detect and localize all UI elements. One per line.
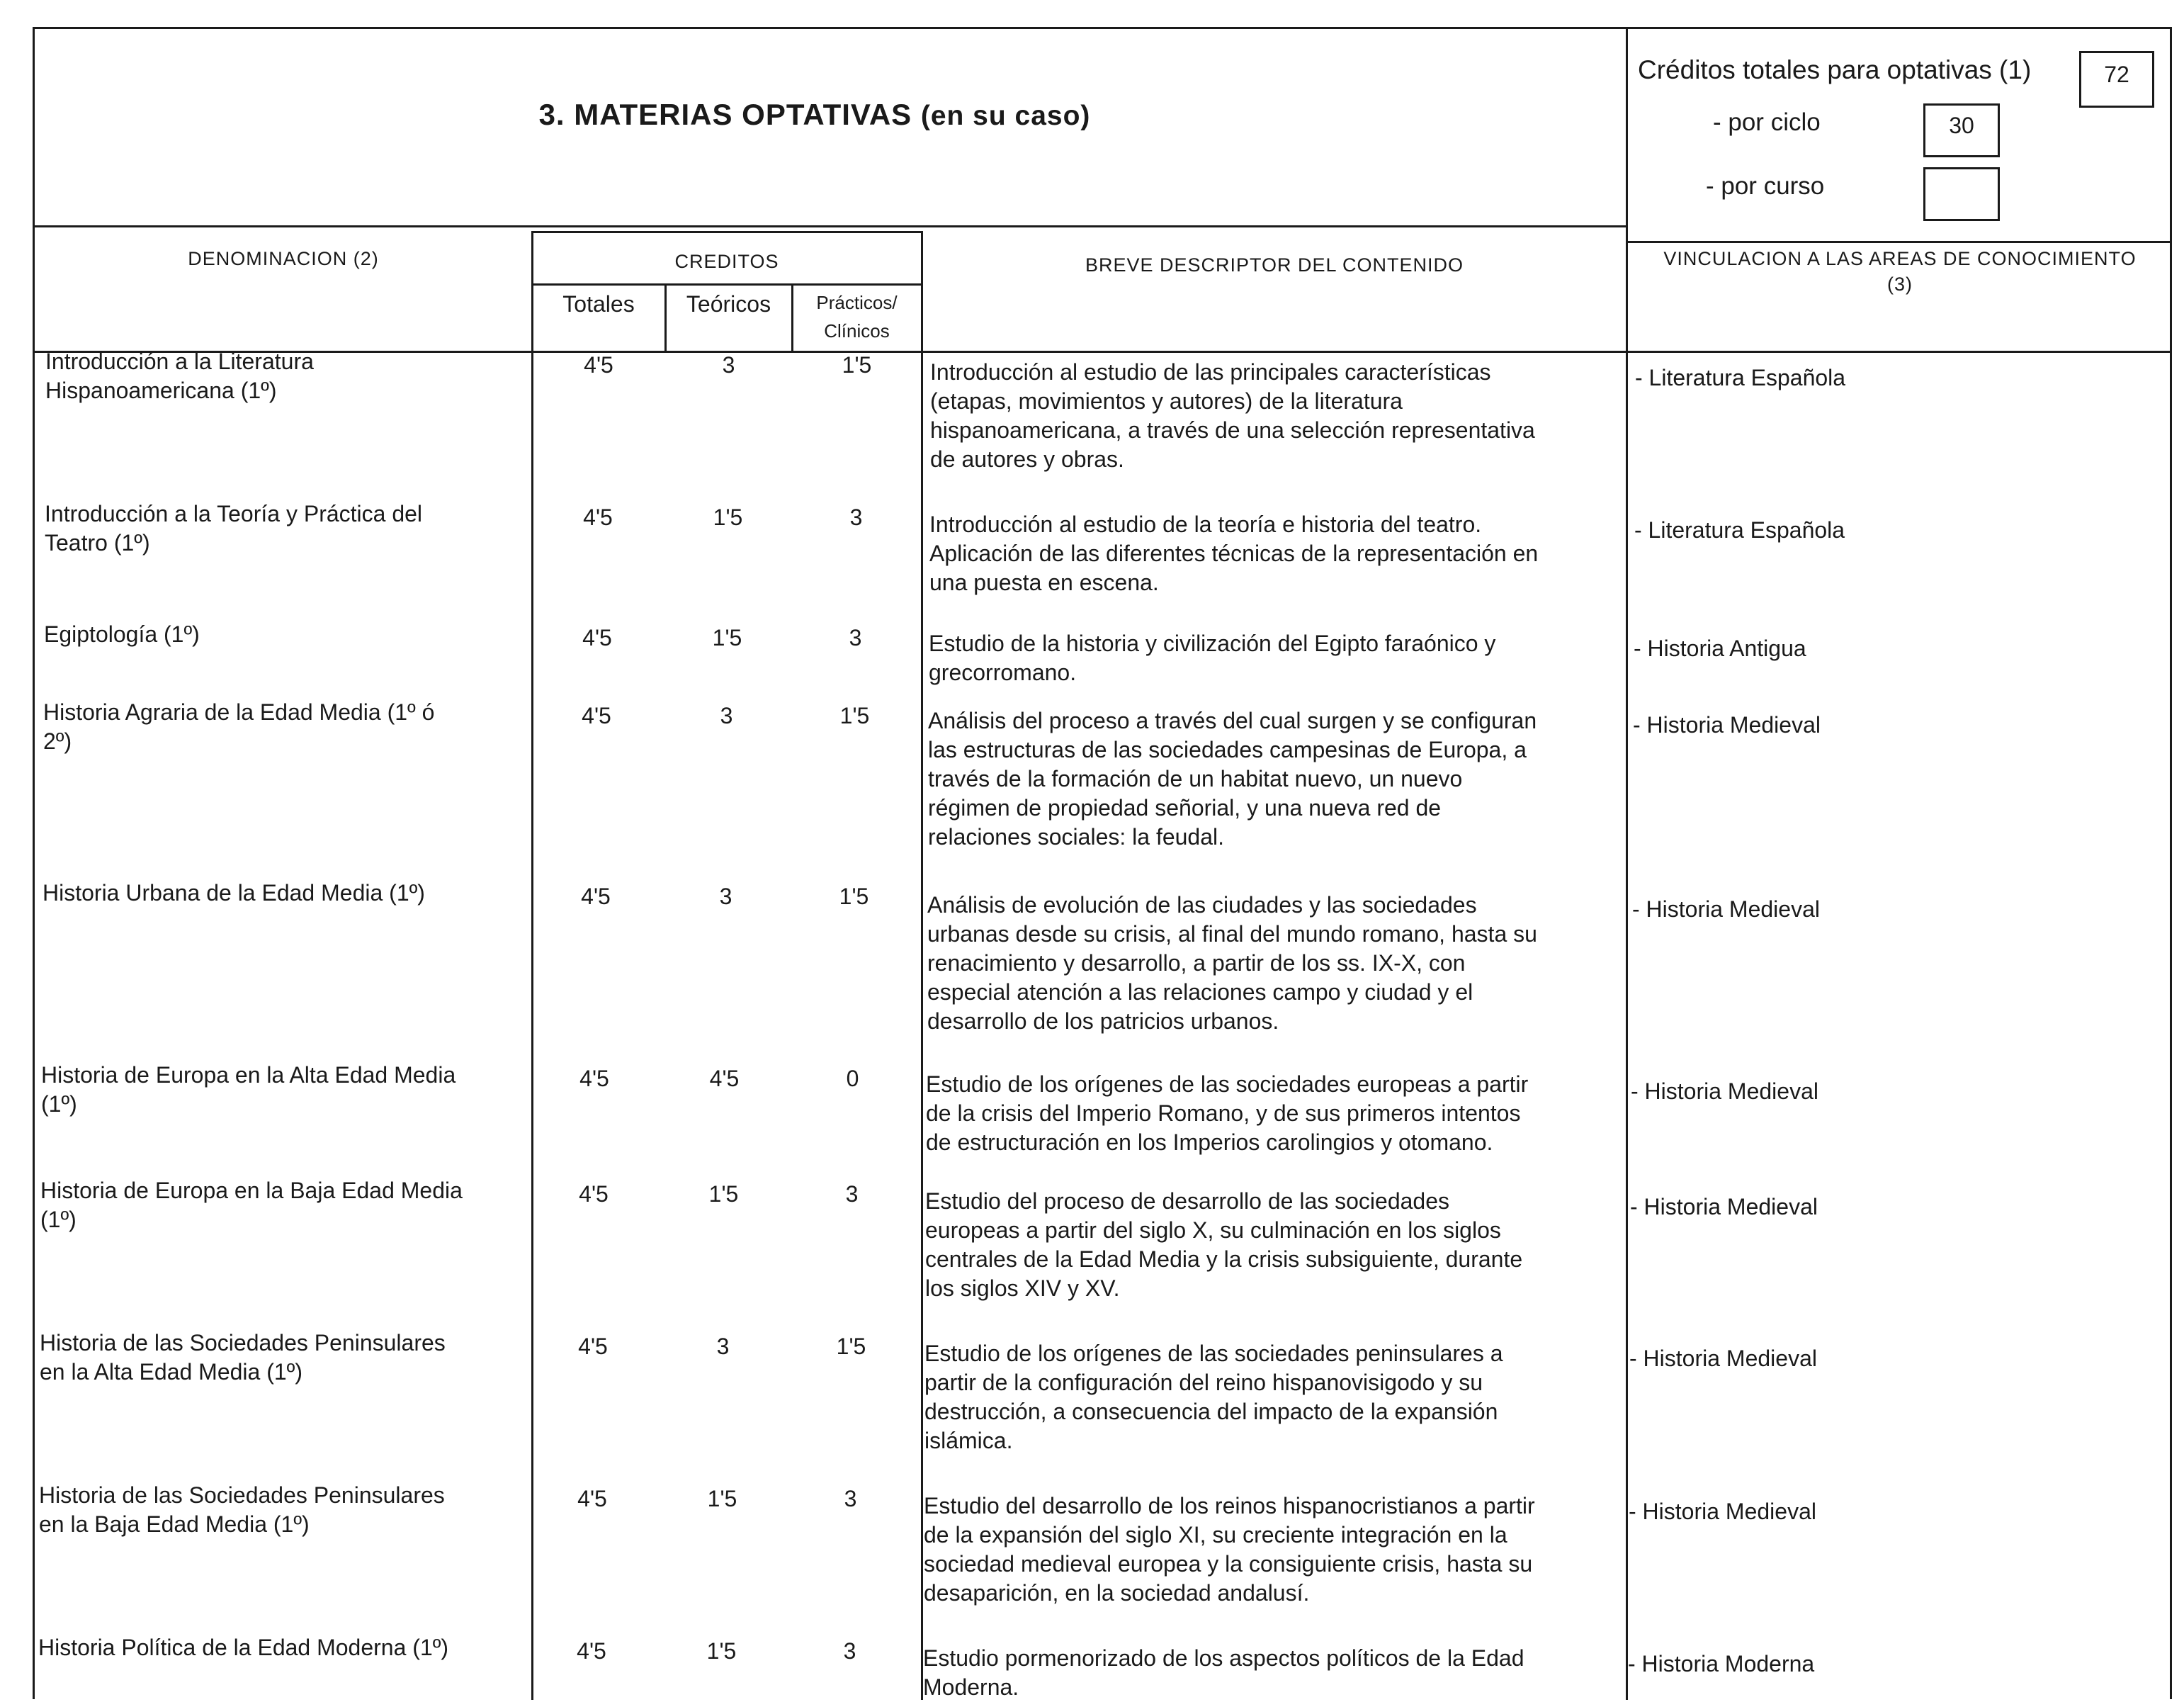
row-area-conocimiento: - Historia Medieval xyxy=(1630,1194,1818,1219)
section-title xyxy=(28,98,1601,132)
row-area-conocimiento: - Historia Medieval xyxy=(1629,1499,1816,1524)
row-descriptor xyxy=(930,358,1617,474)
row-denominacion xyxy=(43,698,532,756)
row-creditos-practicos: 3 xyxy=(845,1181,859,1207)
row-area-conocimiento: - Historia Medieval xyxy=(1633,712,1821,738)
row-denominacion-line: en la Alta Edad Media (1º) xyxy=(40,1359,303,1385)
por-ciclo-label: - por ciclo xyxy=(1713,108,1821,136)
header-bottom-line-right xyxy=(1626,241,2172,243)
row-creditos-teoricos: 3 xyxy=(722,352,735,378)
header-divider xyxy=(1626,27,1628,353)
row-denominacion-line: Teatro (1º) xyxy=(45,530,150,556)
row-denominacion-line: Historia Política de la Edad Moderna (1º) xyxy=(38,1635,449,1660)
row-denominacion-line: Historia de las Sociedades Peninsulares xyxy=(39,1482,445,1508)
row-creditos-practicos: 1'5 xyxy=(839,884,869,909)
row-area-conocimiento: - Historia Antigua xyxy=(1634,636,1806,661)
row-creditos-teoricos: 1'5 xyxy=(713,505,743,530)
row-descriptor-line: Moderna. xyxy=(923,1674,1019,1700)
row-descriptor-line: régimen de propiedad señorial, y una nueva red de xyxy=(928,795,1442,821)
row-denominacion xyxy=(38,1633,527,1662)
row-descriptor-line: desarrollo de los patricios urbanos. xyxy=(927,1008,1279,1034)
row-area-conocimiento: - Literatura Española xyxy=(1634,517,1845,543)
row-creditos-totales: 4'5 xyxy=(581,884,611,909)
row-creditos-totales: 4'5 xyxy=(577,1486,607,1511)
creditos-subheader-line xyxy=(531,283,923,286)
row-creditos-teoricos: 3 xyxy=(719,884,732,909)
row-descriptor-line: Estudio de los orígenes de las sociedades europeas a partir xyxy=(926,1071,1529,1097)
row-denominacion xyxy=(43,879,531,908)
row-descriptor-line: Estudio del desarrollo de los reinos hispanocristianos a partir xyxy=(924,1493,1535,1518)
row-creditos-totales: 4'5 xyxy=(577,1638,606,1664)
row-creditos-teoricos: 3 xyxy=(720,703,733,728)
row-creditos-practicos: 3 xyxy=(849,625,862,650)
row-area-conocimiento: - Historia Moderna xyxy=(1628,1651,1815,1676)
row-descriptor-line: destrucción, a consecuencia del impacto de la expansión xyxy=(924,1399,1498,1424)
header-clinicos: Clínicos xyxy=(824,320,890,342)
row-creditos-teoricos: 1'5 xyxy=(706,1638,737,1664)
row-descriptor-line: Análisis de evolución de las ciudades y las sociedades xyxy=(927,892,1477,918)
row-denominacion-line: Historia de Europa en la Alta Edad Media xyxy=(41,1062,456,1088)
den-cred-top-line xyxy=(531,231,923,233)
header-practicos: Prácticos/ xyxy=(816,292,898,313)
row-creditos-totales: 4'5 xyxy=(582,625,612,650)
header-bottom-line xyxy=(33,225,1628,227)
row-descriptor-line: Introducción al estudio de la teoría e historia del teatro. xyxy=(929,512,1482,537)
row-descriptor xyxy=(928,706,1615,852)
header-creditos: CREDITOS xyxy=(674,251,779,272)
row-denominacion-line: Hispanoamericana (1º) xyxy=(45,378,277,403)
row-descriptor-line: especial atención a las relaciones campo y ciudad y el xyxy=(927,979,1473,1005)
row-descriptor-line: de la expansión del siglo XI, su creciente integración en la xyxy=(924,1522,1507,1548)
row-descriptor-line: Estudio pormenorizado de los aspectos políticos de la Edad xyxy=(923,1645,1524,1671)
row-descriptor-line: centrales de la Edad Media y la crisis subsiguiente, durante xyxy=(925,1246,1523,1272)
row-descriptor-line: partir de la configuración del reino hispanovisigodo y su xyxy=(924,1370,1483,1395)
row-creditos-totales: 4'5 xyxy=(583,505,613,530)
row-denominacion xyxy=(40,1176,529,1234)
row-descriptor xyxy=(923,1644,1610,1702)
row-creditos-practicos: 1'5 xyxy=(839,703,870,728)
section-title-main: 3. MATERIAS OPTATIVAS xyxy=(538,98,912,131)
row-descriptor-line: hispanoamericana, a través de una selección representativa xyxy=(930,417,1535,443)
row-descriptor-line: de autores y obras. xyxy=(930,446,1124,472)
row-area-conocimiento: - Literatura Española xyxy=(1635,365,1846,390)
row-descriptor xyxy=(925,1187,1612,1303)
row-creditos-practicos: 1'5 xyxy=(836,1334,866,1359)
row-descriptor-line: una puesta en escena. xyxy=(929,570,1159,595)
row-descriptor-line: través de la formación de un habitat nuevo, un nuevo xyxy=(928,766,1463,791)
row-descriptor-line: islámica. xyxy=(924,1428,1013,1453)
creditos-totales-box xyxy=(2079,51,2154,108)
row-area-conocimiento: - Historia Medieval xyxy=(1632,896,1820,922)
row-descriptor-line: de la crisis del Imperio Romano, y de sus primeros intentos xyxy=(926,1100,1521,1126)
row-descriptor xyxy=(924,1339,1612,1455)
row-creditos-teoricos: 1'5 xyxy=(708,1181,739,1207)
row-area-conocimiento: - Historia Medieval xyxy=(1631,1078,1818,1104)
row-descriptor xyxy=(929,629,1616,687)
row-descriptor-line: Estudio de los orígenes de las sociedades peninsulares a xyxy=(924,1341,1503,1366)
row-denominacion-line: (1º) xyxy=(41,1091,77,1117)
row-descriptor-line: las estructuras de las sociedades campesinas de Europa, a xyxy=(928,737,1527,762)
row-descriptor-line: relaciones sociales: la feudal. xyxy=(928,824,1225,850)
col-divider-den xyxy=(531,231,533,1700)
row-denominacion-line: Introducción a la Literatura xyxy=(45,349,314,374)
row-denominacion xyxy=(44,620,533,649)
row-descriptor-line: los siglos XIV y XV. xyxy=(925,1275,1120,1301)
por-ciclo-value: 30 xyxy=(1949,113,1974,138)
header-totales: Totales xyxy=(562,291,635,317)
row-creditos-totales: 4'5 xyxy=(582,703,611,728)
row-denominacion xyxy=(40,1329,528,1387)
col-divider-desc xyxy=(1626,353,1628,1700)
row-creditos-teoricos: 1'5 xyxy=(707,1486,737,1511)
col-divider-cred xyxy=(921,231,923,1700)
por-curso-label: - por curso xyxy=(1706,172,1825,200)
row-denominacion xyxy=(45,347,534,405)
row-denominacion-line: Historia de las Sociedades Peninsulares xyxy=(40,1330,446,1356)
row-denominacion-line: 2º) xyxy=(43,728,72,754)
row-descriptor xyxy=(927,891,1614,1036)
row-denominacion-line: Historia Agraria de la Edad Media (1º ó xyxy=(43,699,435,725)
header-vinculacion-ref: (3) xyxy=(1887,274,1913,295)
row-descriptor-line: Estudio del proceso de desarrollo de las sociedades xyxy=(925,1188,1450,1214)
row-creditos-practicos: 3 xyxy=(849,505,863,530)
header-vinculacion: VINCULACION A LAS AREAS DE CONOCIMIENTO xyxy=(1663,248,2137,269)
creditos-totales-label: Créditos totales para optativas (1) xyxy=(1638,55,2032,84)
row-creditos-practicos: 0 xyxy=(846,1066,859,1091)
row-creditos-totales: 4'5 xyxy=(579,1066,609,1091)
row-descriptor-line: Estudio de la historia y civilización del Egipto faraónico y xyxy=(929,631,1496,656)
row-denominacion-line: (1º) xyxy=(40,1207,77,1232)
row-descriptor xyxy=(929,510,1617,597)
section-title-suffix: (en su caso) xyxy=(920,101,1091,131)
row-descriptor-line: (etapas, movimientos y autores) de la literatura xyxy=(930,388,1403,414)
por-curso-box xyxy=(1923,167,2000,221)
row-denominacion xyxy=(45,500,533,558)
row-creditos-totales: 4'5 xyxy=(578,1334,608,1359)
row-descriptor-line: europeas a partir del siglo X, su culminación en los siglos xyxy=(925,1217,1501,1243)
row-creditos-teoricos: 1'5 xyxy=(712,625,742,650)
row-denominacion-line: Historia Urbana de la Edad Media (1º) xyxy=(43,880,425,906)
row-denominacion xyxy=(39,1481,528,1539)
header-denominacion: DENOMINACION (2) xyxy=(188,248,379,269)
row-descriptor-line: sociedad medieval europea y la consiguiente crisis, hasta su xyxy=(924,1551,1533,1577)
por-ciclo-box xyxy=(1923,103,2000,157)
row-descriptor-line: de estructuración en los Imperios carolingios y otomano. xyxy=(926,1129,1493,1155)
row-area-conocimiento: - Historia Medieval xyxy=(1629,1346,1817,1371)
row-descriptor xyxy=(924,1492,1611,1608)
row-creditos-totales: 4'5 xyxy=(584,352,613,378)
row-creditos-totales: 4'5 xyxy=(579,1181,609,1207)
row-descriptor-line: urbanas desde su crisis, al final del mundo romano, hasta su xyxy=(927,921,1537,947)
row-descriptor-line: grecorromano. xyxy=(929,660,1077,685)
row-creditos-practicos: 3 xyxy=(843,1638,856,1664)
row-denominacion-line: Introducción a la Teoría y Práctica del xyxy=(45,501,423,526)
row-creditos-practicos: 1'5 xyxy=(842,352,872,378)
row-descriptor-line: Introducción al estudio de las principales características xyxy=(930,359,1491,385)
row-descriptor-line: Aplicación de las diferentes técnicas de la representación en xyxy=(929,541,1539,566)
row-denominacion-line: en la Baja Edad Media (1º) xyxy=(39,1511,310,1537)
row-denominacion-line: Historia de Europa en la Baja Edad Media xyxy=(40,1178,463,1203)
row-descriptor xyxy=(926,1070,1613,1157)
row-denominacion-line: Egiptología (1º) xyxy=(44,621,200,647)
row-creditos-teoricos: 3 xyxy=(716,1334,730,1359)
header-teoricos: Teóricos xyxy=(686,291,771,317)
row-descriptor-line: renacimiento y desarrollo, a partir de los ss. IX-X, con xyxy=(927,950,1466,976)
row-creditos-teoricos: 4'5 xyxy=(709,1066,740,1091)
row-descriptor-line: Análisis del proceso a través del cual surgen y se configuran xyxy=(928,708,1537,733)
header-descriptor: BREVE DESCRIPTOR DEL CONTENIDO xyxy=(1085,254,1464,276)
row-descriptor-line: desaparición, en la sociedad andalusí. xyxy=(924,1580,1310,1606)
row-creditos-practicos: 3 xyxy=(844,1486,857,1511)
row-denominacion xyxy=(41,1061,530,1119)
creditos-totales-value: 72 xyxy=(2104,62,2129,87)
